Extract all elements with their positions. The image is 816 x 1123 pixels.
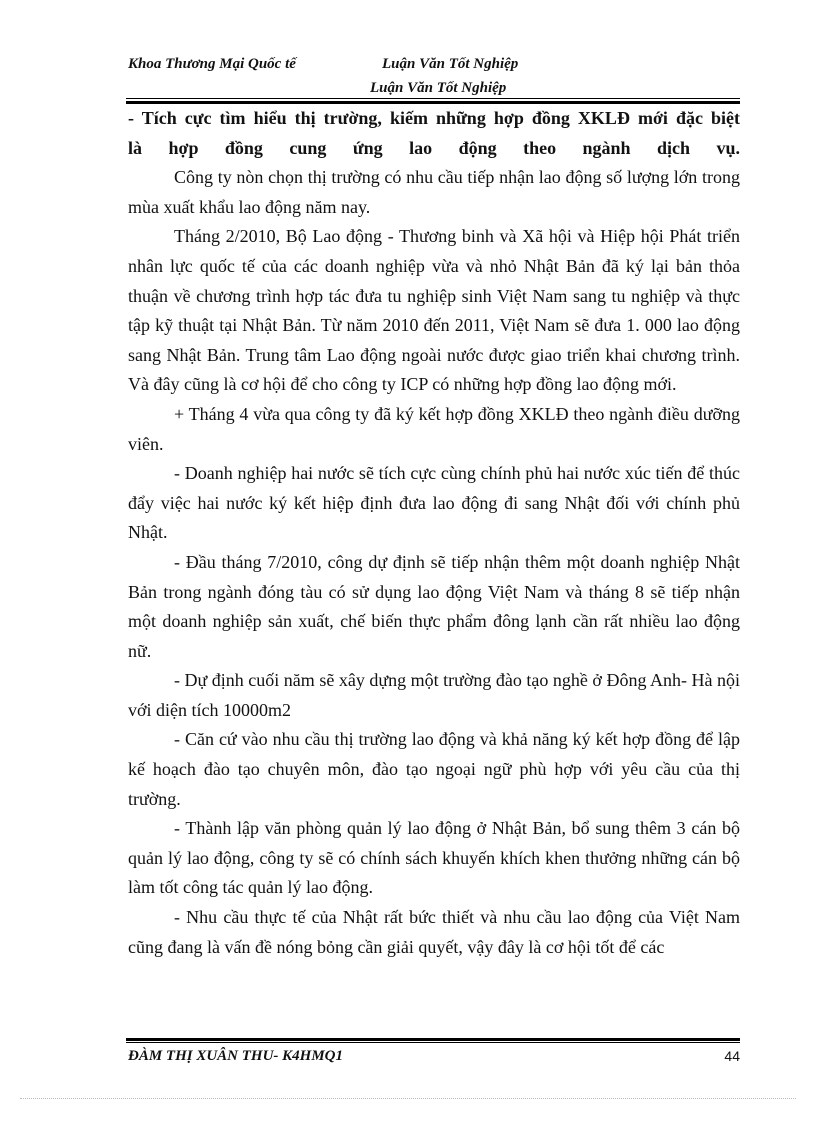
paragraph-6: - Dự định cuối năm sẽ xây dựng một trường đào tạo nghề ở Đông Anh- Hà nội với diện tích 10000m2	[128, 670, 740, 720]
page-number: 44	[724, 1048, 740, 1064]
paragraph-2: Tháng 2/2010, Bộ Lao động - Thương binh và Xã hội và Hiệp hội Phát triển nhân lực quốc tế của các doanh nghiệp vừa và nhỏ Nhật Bản đã ký lại bản thỏa thuận về chương trình hợp tác đưa tu nghiệp sinh Việt Nam sang tu nghiệp và thực tập kỹ thuật tại Nhật Bản. Từ năm 2010 đến 2011, Việt Nam sẽ đưa 1. 000 lao động sang Nhật Bản. Trung tâm Lao động ngoài nước được giao triển khai chương trình. Và đây cũng là cơ hội để cho công ty ICP có những hợp đồng lao động mới.	[128, 226, 740, 395]
header-faculty: Khoa Thương Mại Quốc tế	[128, 56, 296, 72]
document-body	[128, 104, 740, 962]
footer-rule-thin	[126, 1042, 740, 1043]
paragraph-3: + Tháng 4 vừa qua công ty đã ký kết hợp đồng XKLĐ theo ngành điều dưỡng viên.	[128, 403, 740, 454]
paragraph-1: Công ty nòn chọn thị trường có nhu cầu tiếp nhận lao động số lượng lớn trong mùa xuất khẩu lao động năm nay.	[128, 167, 740, 217]
lead-line-1: - Tích cực tìm hiểu thị trường, kiếm những hợp đồng XKLĐ mới đặc biệt	[128, 108, 740, 128]
header-title: Luận Văn Tốt Nghiệp	[382, 56, 519, 72]
header-rule-thin	[126, 98, 740, 99]
page-bottom-dotted-line	[20, 1098, 796, 1099]
footer-author: ĐÀM THỊ XUÂN THU- K4HMQ1	[128, 1048, 344, 1064]
paragraph-9: - Nhu cầu thực tế của Nhật rất bức thiết và nhu cầu lao động của Việt Nam cũng đang là vấn đề nóng bỏng cần giải quyết, vậy đây là cơ hội tốt để các	[128, 907, 740, 957]
paragraph-4: - Doanh nghiệp hai nước sẽ tích cực cùng chính phủ hai nước xúc tiến để thúc đẩy việc hai nước ký kết hiệp định đưa lao động đi sang Nhật đối với chính phủ Nhật.	[128, 463, 740, 543]
header-title-repeat: Luận Văn Tốt Nghiệp	[370, 80, 507, 96]
lead-line-2: là hợp đồng cung ứng lao động theo ngành dịch vụ.	[128, 137, 740, 158]
paragraph-8: - Thành lập văn phòng quản lý lao động ở Nhật Bản, bổ sung thêm 3 cán bộ quản lý lao động, công ty sẽ có chính sách khuyến khích khen thưởng những cán bộ làm tốt công tác quản lý lao động.	[128, 818, 740, 898]
page-footer	[128, 1046, 740, 1066]
paragraph-7: - Căn cứ vào nhu cầu thị trường lao động và khả năng ký kết hợp đồng để lập kế hoạch đào tạo chuyên môn, đào tạo ngoại ngữ phù hợp với yêu cầu của thị trường.	[128, 729, 740, 809]
footer-rule-thick	[126, 1038, 740, 1041]
paragraph-5: - Đầu tháng 7/2010, công dự định sẽ tiếp nhận thêm một doanh nghiệp Nhật Bản trong ngành đóng tàu có sử dụng lao động Việt Nam và tháng 8 sẽ tiếp nhận một doanh nghiệp sản xuất, chế biến thực phẩm đông lạnh cần rất nhiều lao động nữ.	[128, 551, 740, 661]
